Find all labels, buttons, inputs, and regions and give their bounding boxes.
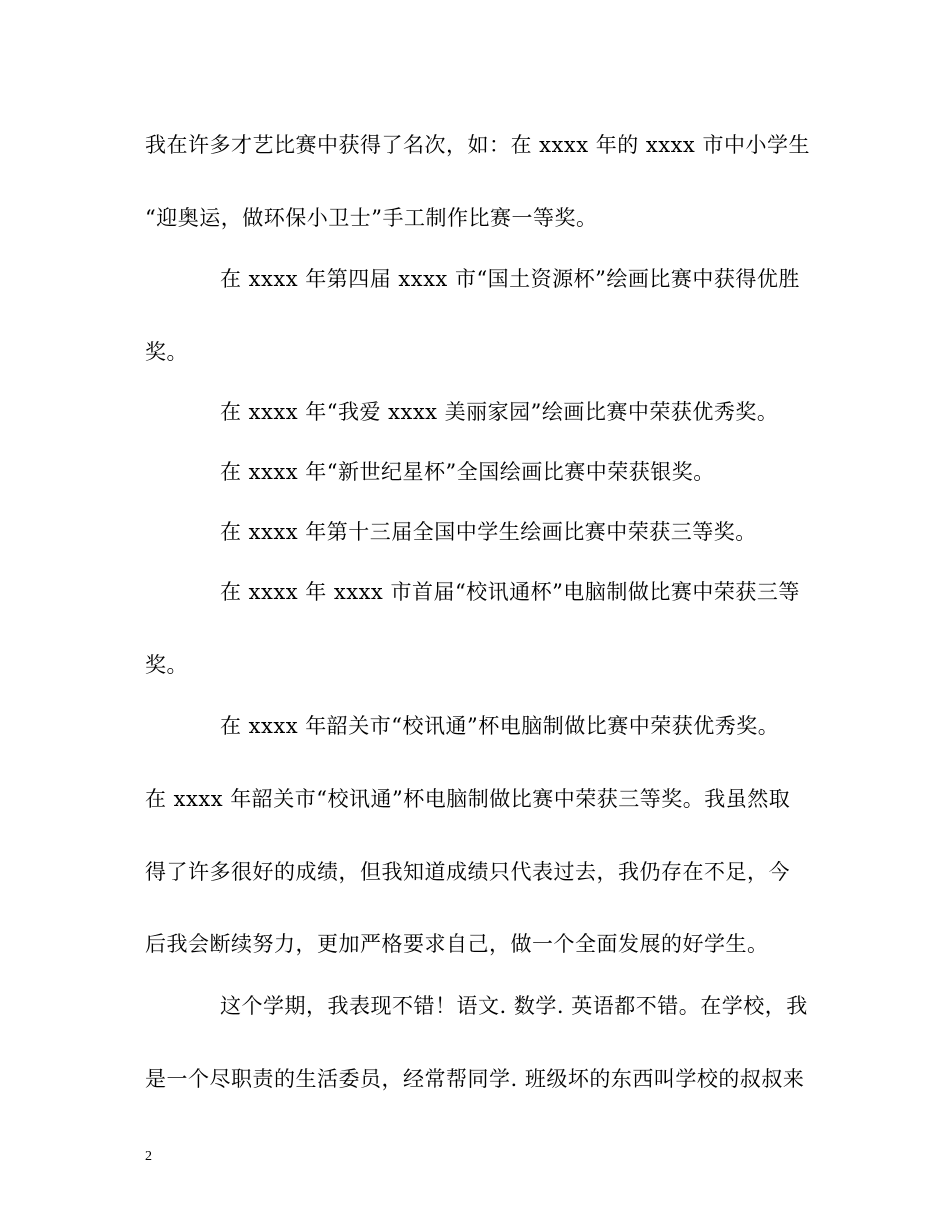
text-line: 我在许多才艺比赛中获得了名次，如：在 xxxx 年的 xxxx 市中小学生 [145,133,810,157]
text-line: 是一个尽职责的生活委员，经常帮同学. 班级坏的东西叫学校的叔叔来 [145,1067,805,1091]
text-line: 奖。 [145,653,188,677]
text-line: 在 xxxx 年 xxxx 市首届“校讯通杯”电脑制做比赛中荣获三等 [220,580,800,604]
text-line: 在 xxxx 年第十三届全国中学生绘画比赛中荣获三等奖。 [220,520,757,544]
text-line: 在 xxxx 年韶关市“校讯通”杯电脑制做比赛中荣获优秀奖。 [220,714,780,738]
text-line: 在 xxxx 年第四届 xxxx 市“国土资源杯”绘画比赛中获得优胜 [220,267,800,291]
text-line: “迎奥运，做环保小卫士”手工制作比赛一等奖。 [145,206,598,230]
text-line: 得了许多很好的成绩，但我知道成绩只代表过去，我仍存在不足，今 [145,860,790,884]
text-line: 在 xxxx 年“新世纪星杯”全国绘画比赛中荣获银奖。 [220,460,715,484]
text-line: 在 xxxx 年“我爱 xxxx 美丽家园”绘画比赛中荣获优秀奖。 [220,400,779,424]
text-line: 后我会断续努力，更加严格要求自己，做一个全面发展的好学生。 [145,932,769,956]
text-line: 这个学期，我表现不错！语文. 数学. 英语都不错。在学校，我 [220,994,808,1018]
text-line: 奖。 [145,340,188,364]
text-line: 在 xxxx 年韶关市“校讯通”杯电脑制做比赛中荣获三等奖。我虽然取 [145,787,791,811]
page-number: 2 [145,1149,152,1164]
